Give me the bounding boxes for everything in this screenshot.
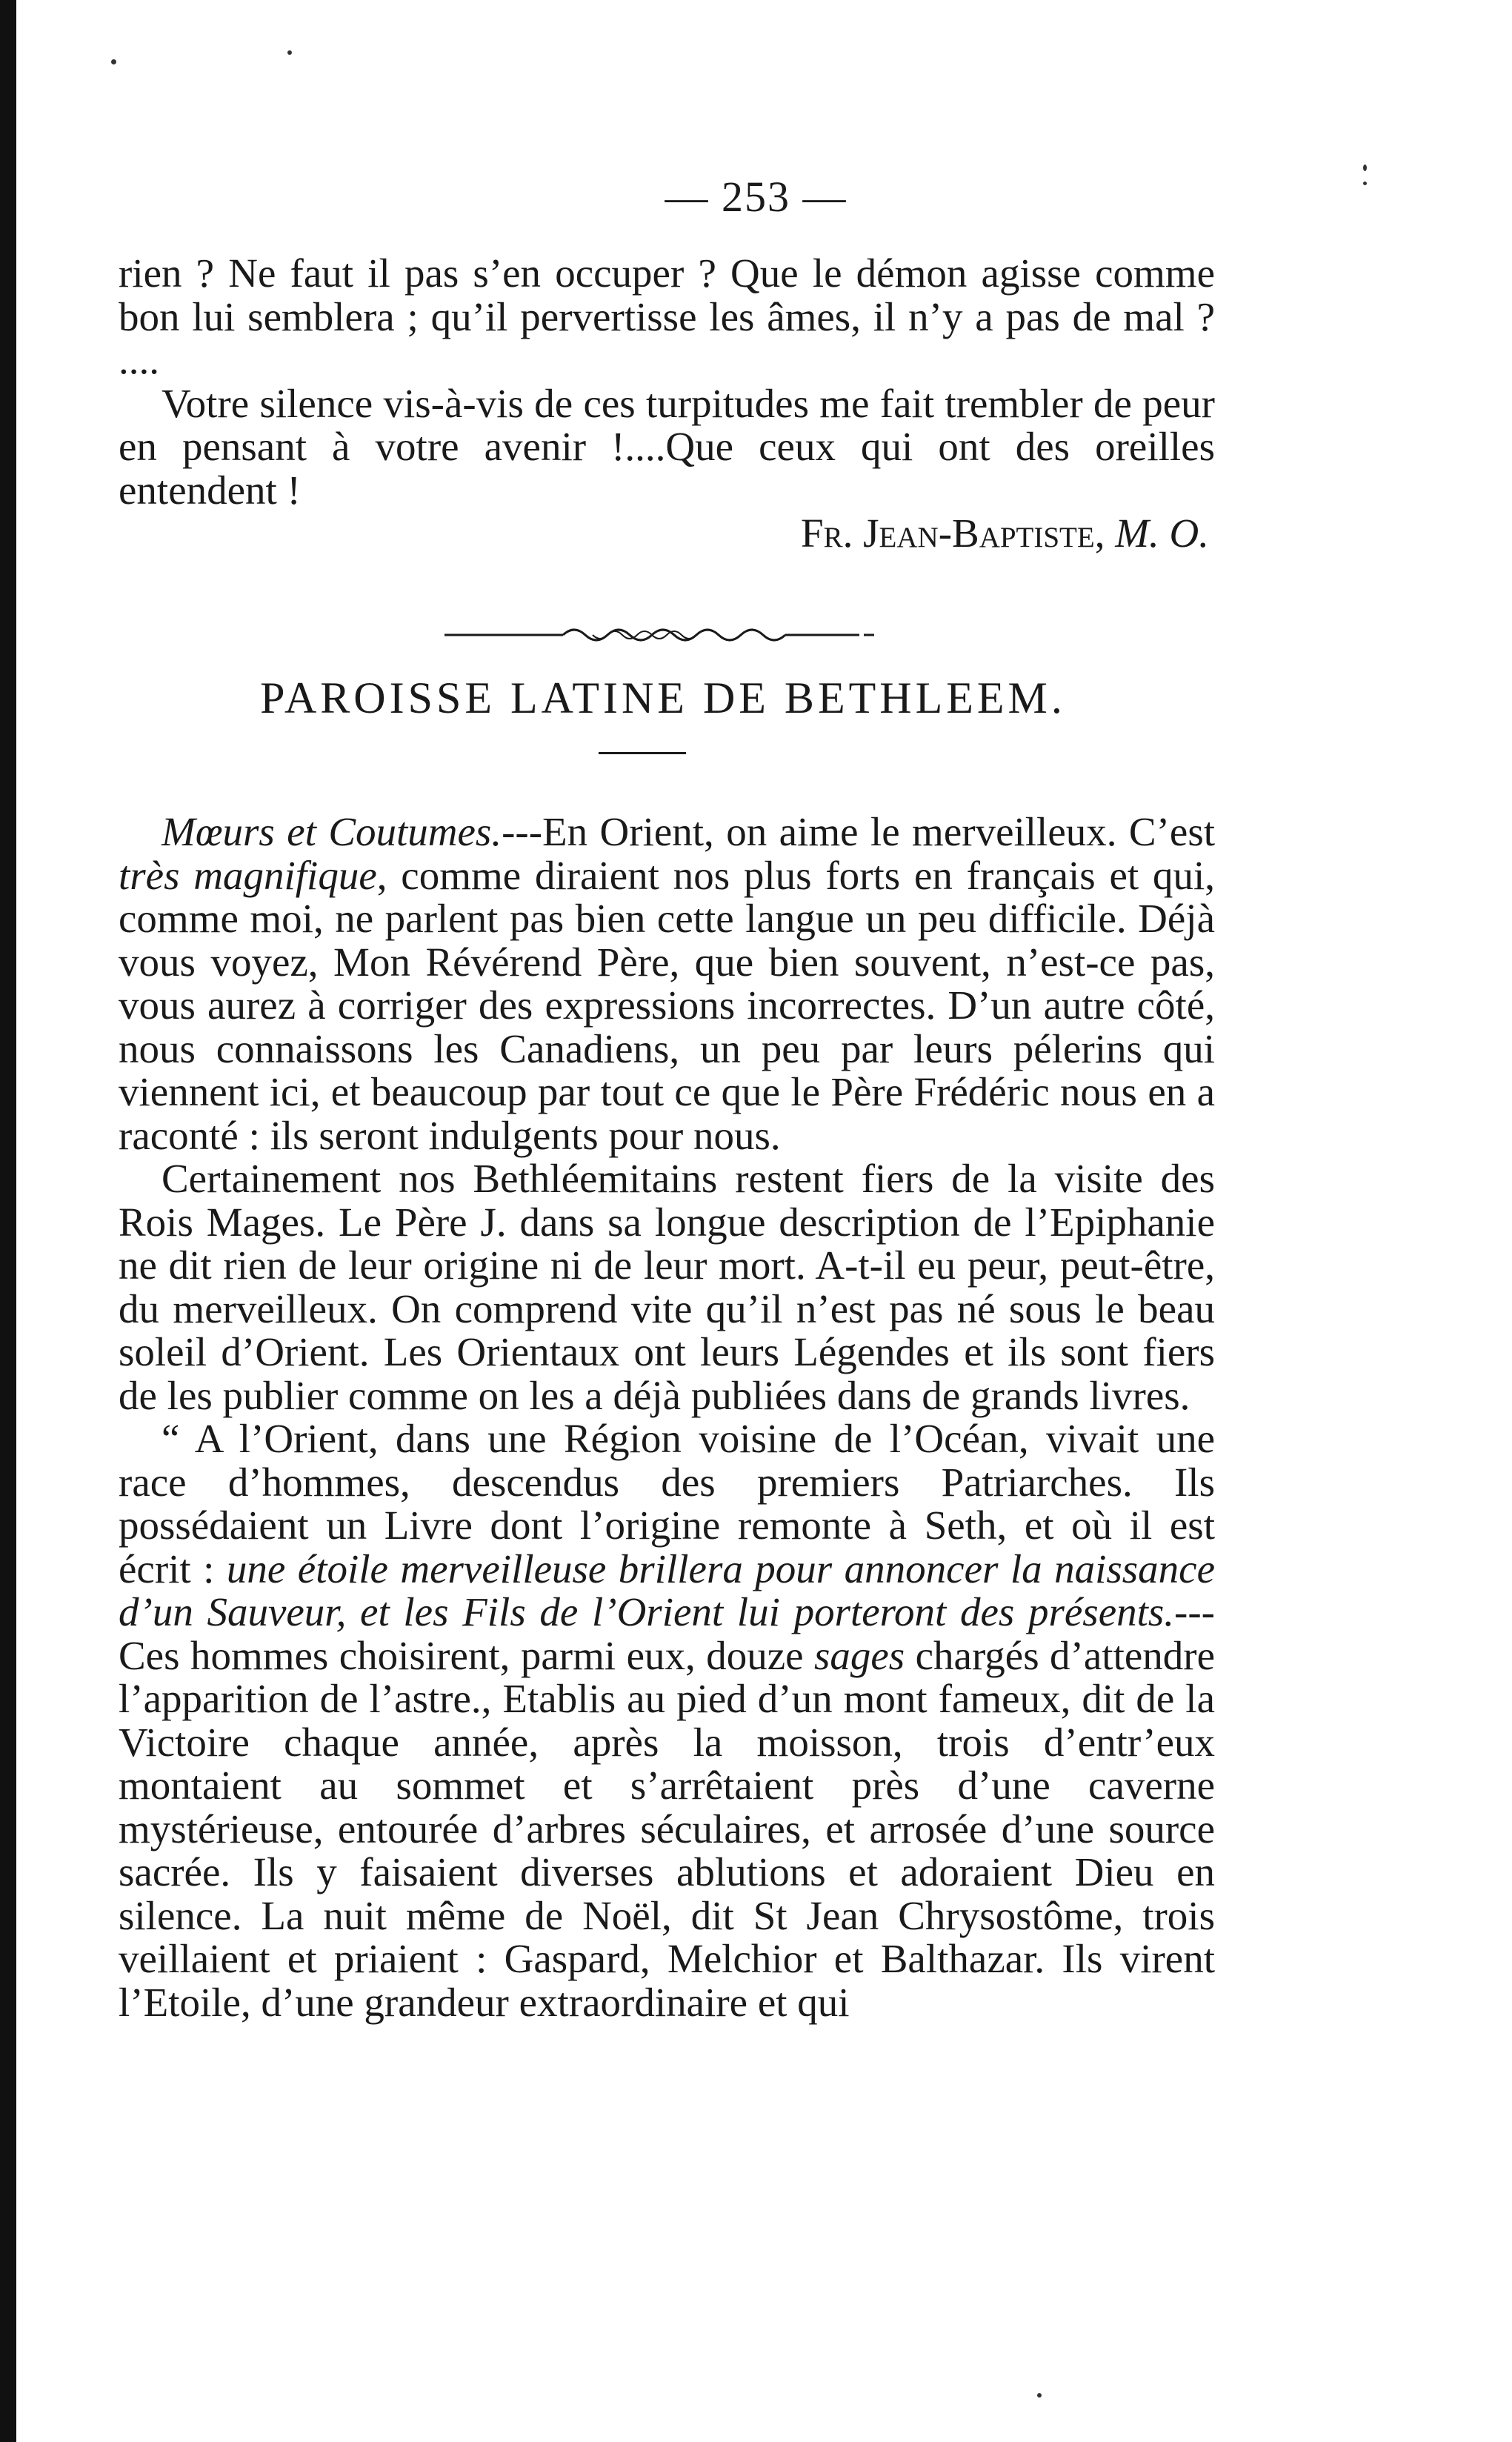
ink-speck bbox=[111, 59, 116, 64]
letter-paragraph: Votre silence vis-à-vis de ces turpitudes me fait trembler de peur en pensant à votre avenir !....Que ceux qui ont des oreilles entendent ! bbox=[119, 380, 1215, 513]
signature-name: Fr. Jean-Baptiste, bbox=[801, 510, 1105, 556]
page-number: — 253 — bbox=[665, 173, 847, 221]
signature-title: M. O. bbox=[1115, 510, 1209, 556]
binding-edge bbox=[0, 0, 16, 2442]
article-paragraph: Mœurs et Coutumes.---En Orient, on aime le merveilleux. C’est très magnifique, comme diraient nos plus forts en français et qui, comme moi, ne parlent pas bien cette langue un peu difficile. Déjà vous voyez, Mon Révérend Père, que bien souvent, n’est-ce pas, vous aurez à corriger des expressions incorrectes. D’un autre côté, nous connaissons les Canadiens, un peu par leurs pélerins qui viennent ici, et beaucoup par tout ce que le Père Frédéric nous en a raconté : ils seront indulgents pour nous. bbox=[119, 809, 1215, 1158]
section-divider-ornament bbox=[444, 619, 874, 648]
ink-speck bbox=[1037, 2393, 1042, 2398]
article-paragraph: “ A l’Orient, dans une Région voisine de l’Océan, vivait une race d’hommes, descendus des premiers Patriarches. Ils possédaient un Livre dont l’origine remonte à Seth, et où il est écrit : une étoile merveilleuse brillera pour annoncer la naissance d’un Sauveur, et les Fils de l’Orient lui porteront des présents.---Ces hommes choisirent, parmi eux, douze sages chargés d’attendre l’apparition de l’astre., Etablis au pied d’un mont fameux, dit de la Victoire chaque année, après la moisson, trois d’entr’eux montaient au sommet et s’arrêtaient près d’une caverne mystérieuse, entourée d’arbres séculaires, et arrosée d’une source sacrée. Ils y faisaient diverses ablutions et adoraient Dieu en silence. La nuit même de Noël, dit St Jean Chrysostôme, trois veillaient et priaient : Gaspard, Melchior et Balthazar. Ils virent l’Etoile, d’une grandeur extraordinaire et qui bbox=[119, 1416, 1216, 2025]
letter-signature bbox=[119, 512, 1215, 556]
closing-letter bbox=[119, 252, 1215, 556]
section-title: PAROISSE LATINE DE BETHLEEM. bbox=[260, 673, 1066, 722]
ink-speck bbox=[287, 50, 292, 55]
article-body bbox=[119, 811, 1215, 2024]
ink-speck bbox=[1363, 164, 1367, 171]
article-paragraph: Certainement nos Bethléemitains restent fiers de la visite des Rois Mages. Le Père J. dans sa longue description de l’Epiphanie ne dit rien de leur origine ni de leur mort. A-t-il eu peur, peut-être, du merveilleux. On comprend vite qu’il n’est pas né sous le beau soleil d’Orient. Les Orientaux ont leurs Légendes et ils sont fiers de les publier comme on les a déjà publiées dans de grands livres. bbox=[119, 1156, 1215, 1418]
title-rule bbox=[599, 752, 686, 754]
letter-paragraph: rien ? Ne faut il pas s’en occuper ? Que le démon agisse comme bon lui semblera ; qu’il pervertisse les âmes, il n’y a pas de mal ? .... bbox=[119, 250, 1215, 382]
paragraph-lead: Mœurs et Coutumes. bbox=[161, 809, 502, 854]
